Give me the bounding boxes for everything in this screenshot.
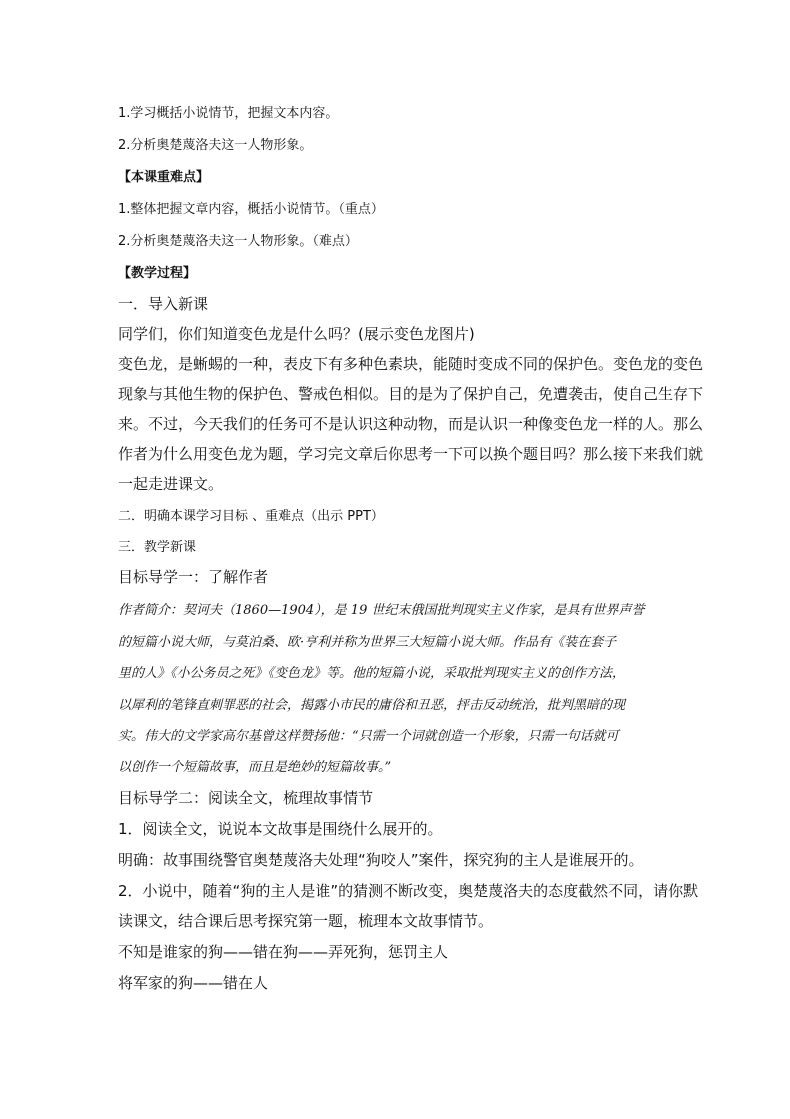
plot-line: 不知是谁家的狗——错在狗——弄死狗，惩罚主人 [118, 943, 449, 961]
intro-paragraph-line: 变色龙，是蜥蜴的一种，表皮下有多种色素块，能随时变成不同的保护色。变色龙的变色 [118, 355, 704, 373]
intro-paragraph-line: 作者为什么用变色龙为题，学习完文章后你思考一下可以换个题目吗？那么接下来我们就 [118, 445, 704, 463]
objective-2: 2.分析奥楚蔑洛夫这一人物形象。 [118, 138, 313, 153]
intro-paragraph-line: 一起走进课文。 [118, 475, 224, 493]
author-intro-line: 的短篇小说大师，与莫泊桑、欧·亨利并称为世界三大短篇小说大师。作品有《装在套子 [118, 635, 617, 650]
intro-question: 同学们，你们知道变色龙是什么吗？(展示变色龙图片) [118, 325, 475, 343]
intro-paragraph-line: 来。不过，今天我们的任务可不是认识这种动物，而是认识一种像变色龙一样的人。那么 [118, 415, 704, 433]
objective-1: 1.学习概括小说情节，把握文本内容。 [118, 106, 339, 121]
key-points-heading: 【本课重难点】 [118, 170, 210, 185]
key-point-2: 2.分析奥楚蔑洛夫这一人物形象。（难点） [118, 234, 358, 249]
plot-line: 将军家的狗——错在人 [118, 974, 269, 992]
answer-1: 明确：故事围绕警官奥楚蔑洛夫处理“狗咬人”案件，探究狗的主人是谁展开的。 [118, 851, 644, 869]
author-intro-line: 以犀利的笔锋直刺罪恶的社会，揭露小市民的庸俗和丑恶，抨击反动统治，批判黑暗的现 [118, 698, 626, 713]
intro-paragraph-line: 现象与其他生物的保护色、警戒色相似。目的是为了保护自己，免遭袭击，使自己生存下 [118, 385, 704, 403]
section-2-title: 二．明确本课学习目标 、重难点（出示 PPT） [118, 509, 384, 524]
question-1: 1．阅读全文，说说本文故事是围绕什么展开的。 [118, 820, 443, 838]
author-intro-line: 作者简介：契诃夫（1860—1904），是 19 世纪末俄国批判现实主义作家，是具有世界声誉 [118, 603, 645, 618]
process-heading: 【教学过程】 [118, 266, 197, 281]
key-point-1: 1.整体把握文章内容，概括小说情节。（重点） [118, 202, 384, 217]
guide-2-title: 目标导学二：阅读全文，梳理故事情节 [118, 789, 374, 807]
question-2-line: 读课文，结合课后思考探究第一题，梳理本文故事情节。 [118, 912, 494, 930]
question-2-line: 2．小说中，随着“狗的主人是谁”的猜测不断改变，奥楚蔑洛夫的态度截然不同，请你默 [118, 882, 699, 900]
author-intro-line: 里的人》《小公务员之死》《变色龙》等。他的短篇小说，采取批判现实主义的创作方法， [118, 666, 626, 681]
guide-1-title: 目标导学一：了解作者 [118, 568, 269, 586]
section-1-title: 一．导入新课 [118, 295, 209, 313]
section-3-title: 三．教学新课 [118, 540, 197, 555]
author-intro-line: 实。伟大的文学家高尔基曾这样赞扬他：“只需一个词就创造一个形象，只需一句话就可 [118, 729, 619, 744]
author-intro-line: 以创作一个短篇故事，而且是绝妙的短篇故事。” [118, 760, 392, 775]
